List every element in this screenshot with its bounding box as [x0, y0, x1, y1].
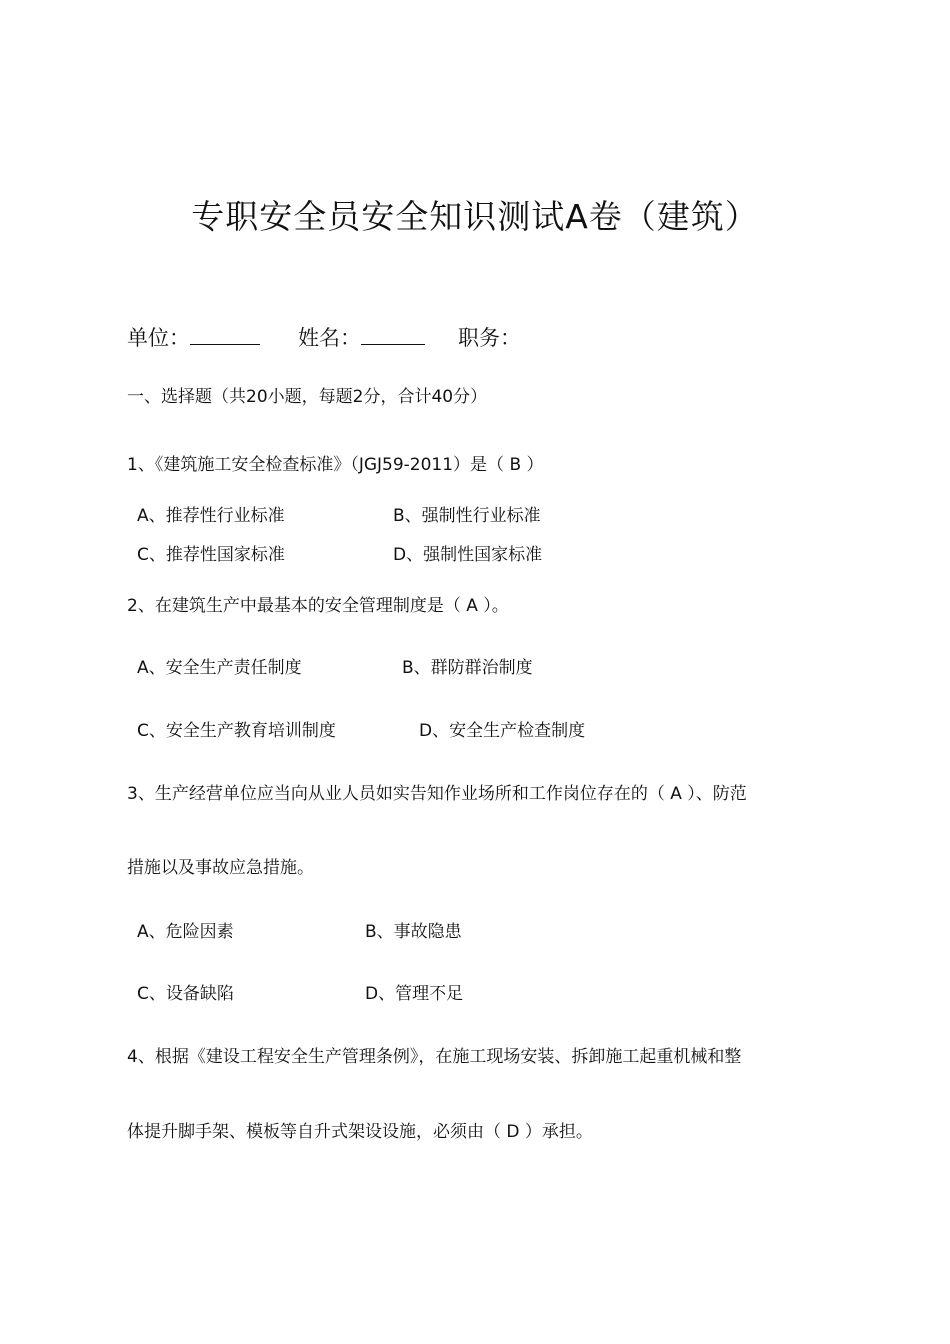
question-2-option-b: B、群防群治制度	[402, 658, 533, 678]
position-field	[458, 322, 521, 352]
position-label: 职务：	[458, 326, 521, 350]
question-3-stem-line-1: 3、生产经营单位应当向从业人员如实告知作业场所和工作岗位存在的（ A ）、防范	[127, 784, 747, 804]
unit-label: 单位：	[127, 326, 190, 350]
question-3-option-a: A、危险因素	[137, 922, 234, 942]
question-3-option-d: D、管理不足	[365, 984, 464, 1004]
question-1-option-c: C、推荐性国家标准	[137, 545, 285, 565]
question-4-stem-line-2: 体提升脚手架、模板等自升式架设设施，必须由（ D ）承担。	[127, 1122, 593, 1142]
name-field	[298, 322, 425, 352]
question-1-stem: 1、《建筑施工安全检查标准》（JGJ59-2011）是（ B ）	[127, 455, 544, 475]
name-blank[interactable]	[361, 324, 425, 345]
page-title: 专职安全员安全知识测试A卷（建筑）	[191, 197, 759, 236]
unit-field	[127, 322, 260, 352]
question-3-stem-line-2: 措施以及事故应急措施。	[127, 858, 314, 878]
question-2-option-a: A、安全生产责任制度	[137, 658, 302, 678]
question-2-option-c: C、安全生产教育培训制度	[137, 721, 336, 741]
question-1-option-a: A、推荐性行业标准	[137, 506, 285, 526]
question-3-option-b: B、事故隐患	[365, 922, 462, 942]
question-3-option-c: C、设备缺陷	[137, 984, 234, 1004]
unit-blank[interactable]	[190, 324, 260, 345]
name-label: 姓名：	[298, 326, 361, 350]
question-1-option-b: B、强制性行业标准	[393, 506, 541, 526]
question-2-stem: 2、在建筑生产中最基本的安全管理制度是（ A ）。	[127, 596, 509, 616]
question-2-option-d: D、安全生产检查制度	[419, 721, 586, 741]
section-heading: 一、选择题（共20小题，每题2分，合计40分）	[127, 387, 488, 407]
question-4-stem-line-1: 4、根据《建设工程安全生产管理条例》，在施工现场安装、拆卸施工起重机械和整	[127, 1047, 742, 1067]
question-1-option-d: D、强制性国家标准	[393, 545, 543, 565]
